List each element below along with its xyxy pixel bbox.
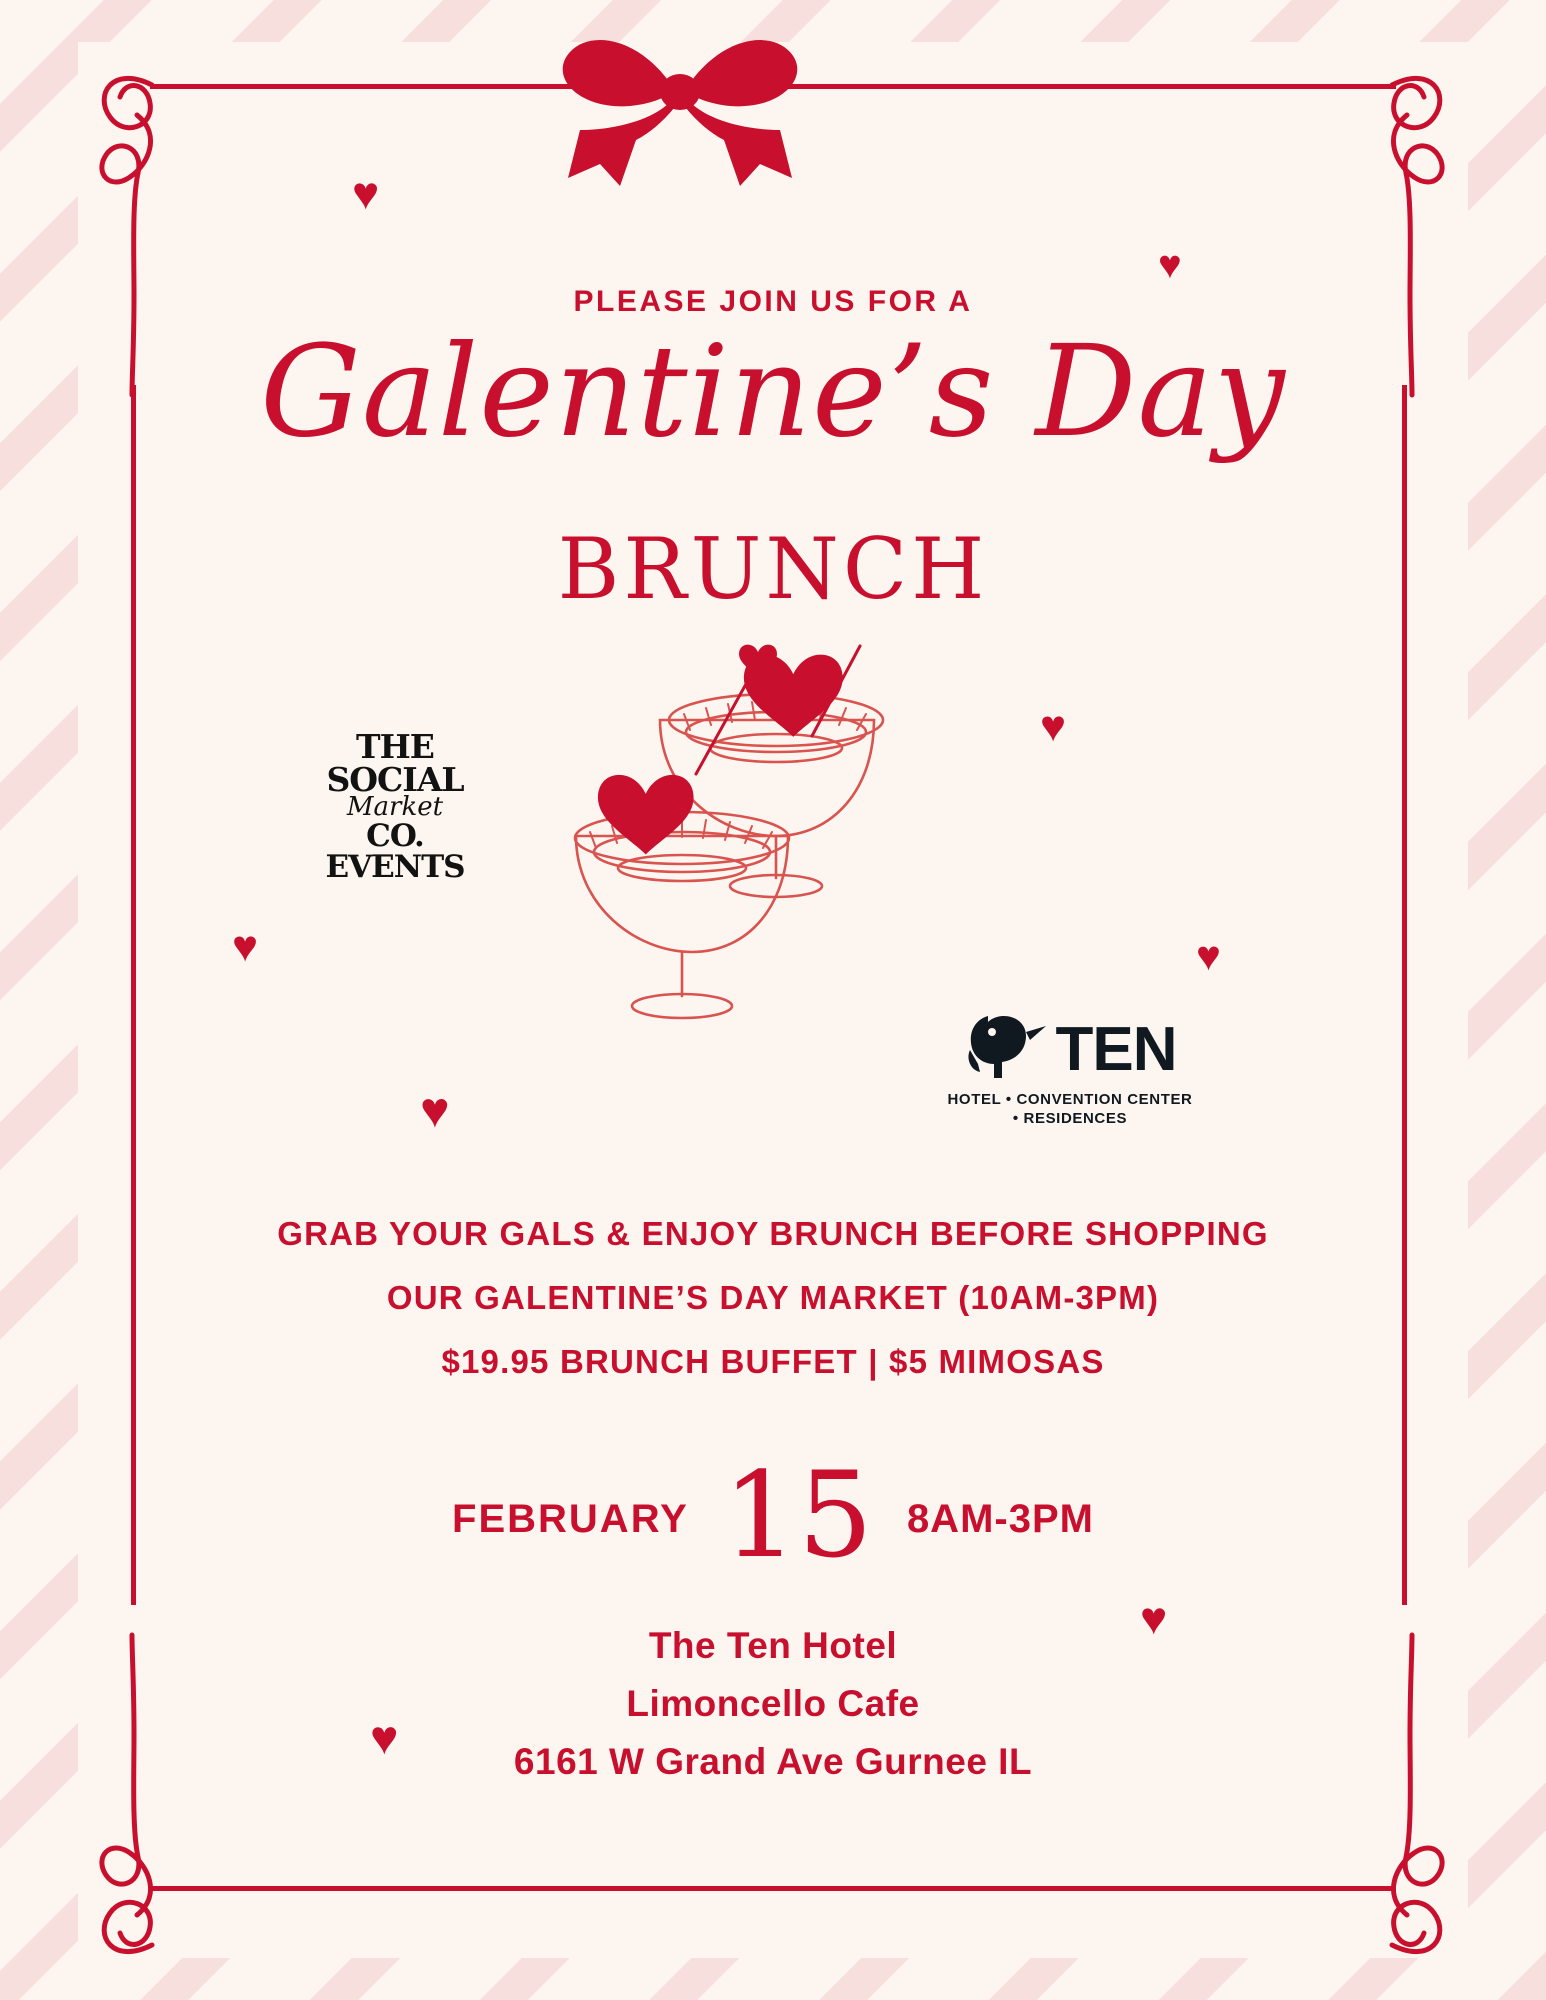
social-logo-line-3: CO. EVENTS (325, 818, 465, 885)
description-line: OUR GALENTINE’S DAY MARKET (10AM-3PM) (386, 1279, 1160, 1316)
decor-heart-icon: ♥ (1158, 243, 1182, 287)
decor-heart-icon: ♥ (370, 1712, 399, 1765)
social-logo-line-1: THE SOCIAL (326, 727, 464, 799)
decor-heart-icon: ♥ (420, 1082, 450, 1138)
subtitle-brunch: BRUNCH (557, 520, 989, 618)
social-market-co-logo (300, 727, 490, 885)
decor-heart-icon: ♥ (1040, 702, 1067, 751)
bird-icon (964, 1010, 1050, 1089)
venue-block (0, 1625, 1546, 1799)
decor-heart-icon: ♥ (1196, 932, 1221, 979)
venue-line: 6161 W Grand Ave Gurnee IL (513, 1741, 1033, 1782)
ten-hotel-logo (930, 1010, 1210, 1127)
decor-heart-icon: ♥ (232, 922, 259, 971)
event-day: 15 (722, 1446, 873, 1584)
page-title: Galentine’s Day (260, 318, 1286, 465)
frame-line-bottom (150, 1886, 1396, 1891)
join-us-line: PLEASE JOIN US FOR A (573, 285, 973, 318)
decor-heart-icon: ♥ (1140, 1592, 1168, 1644)
event-time: 8AM-3PM (906, 1496, 1094, 1541)
ten-logo-subtitle-2: • RESIDENCES (1012, 1110, 1128, 1127)
ten-logo-subtitle-1: HOTEL • CONVENTION CENTER (947, 1091, 1193, 1108)
social-logo-line-2: Market (346, 792, 444, 822)
event-description (0, 1215, 1546, 1407)
event-date-row (0, 1446, 1546, 1584)
venue-line: Limoncello Cafe (626, 1683, 920, 1724)
description-line: $19.95 BRUNCH BUFFET | $5 MIMOSAS (441, 1343, 1105, 1380)
venue-line: The Ten Hotel (648, 1625, 898, 1666)
martini-glasses-illustration (520, 640, 940, 1070)
description-line: GRAB YOUR GALS & ENJOY BRUNCH BEFORE SHOPPING (277, 1215, 1269, 1252)
event-month: FEBRUARY (452, 1496, 689, 1541)
decor-heart-icon: ♥ (352, 167, 380, 219)
ribbon-bow-icon (470, 18, 890, 208)
ten-logo-word: TEN (1055, 1015, 1177, 1084)
